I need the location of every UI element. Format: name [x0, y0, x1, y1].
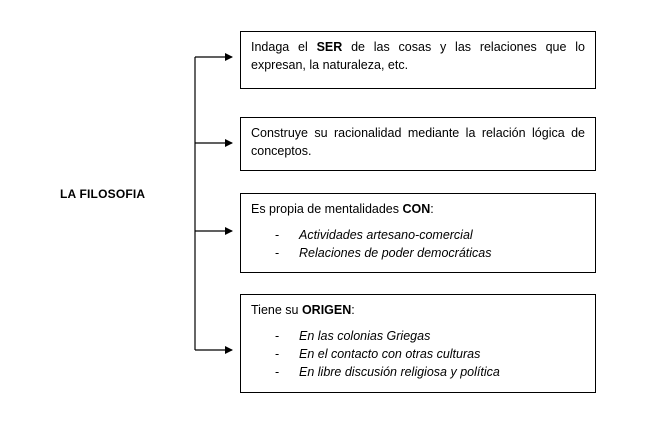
node-list: [251, 327, 585, 381]
node-text: Indaga el SER de las cosas y las relaciones que lo expresan, la naturaleza, etc.: [251, 40, 585, 72]
root-concept-label: LA FILOSOFIA: [60, 187, 146, 201]
list-item: - En el contacto con otras culturas: [251, 345, 585, 363]
list-item: - Relaciones de poder democráticas: [251, 244, 585, 262]
list-item: - En libre discusión religiosa y política: [251, 363, 585, 381]
list-item: - Actividades artesano-comercial: [251, 226, 585, 244]
node-list: [251, 226, 585, 262]
node-box-ser: [240, 31, 596, 89]
node-heading: Es propia de mentalidades CON:: [251, 202, 434, 216]
node-box-racionalidad: [240, 117, 596, 171]
node-box-origen: [240, 294, 596, 393]
node-heading: Tiene su ORIGEN:: [251, 303, 355, 317]
node-box-mentalidades: [240, 193, 596, 273]
node-text: Construye su racionalidad mediante la relación lógica de conceptos.: [251, 126, 585, 158]
list-item: - En las colonias Griegas: [251, 327, 585, 345]
